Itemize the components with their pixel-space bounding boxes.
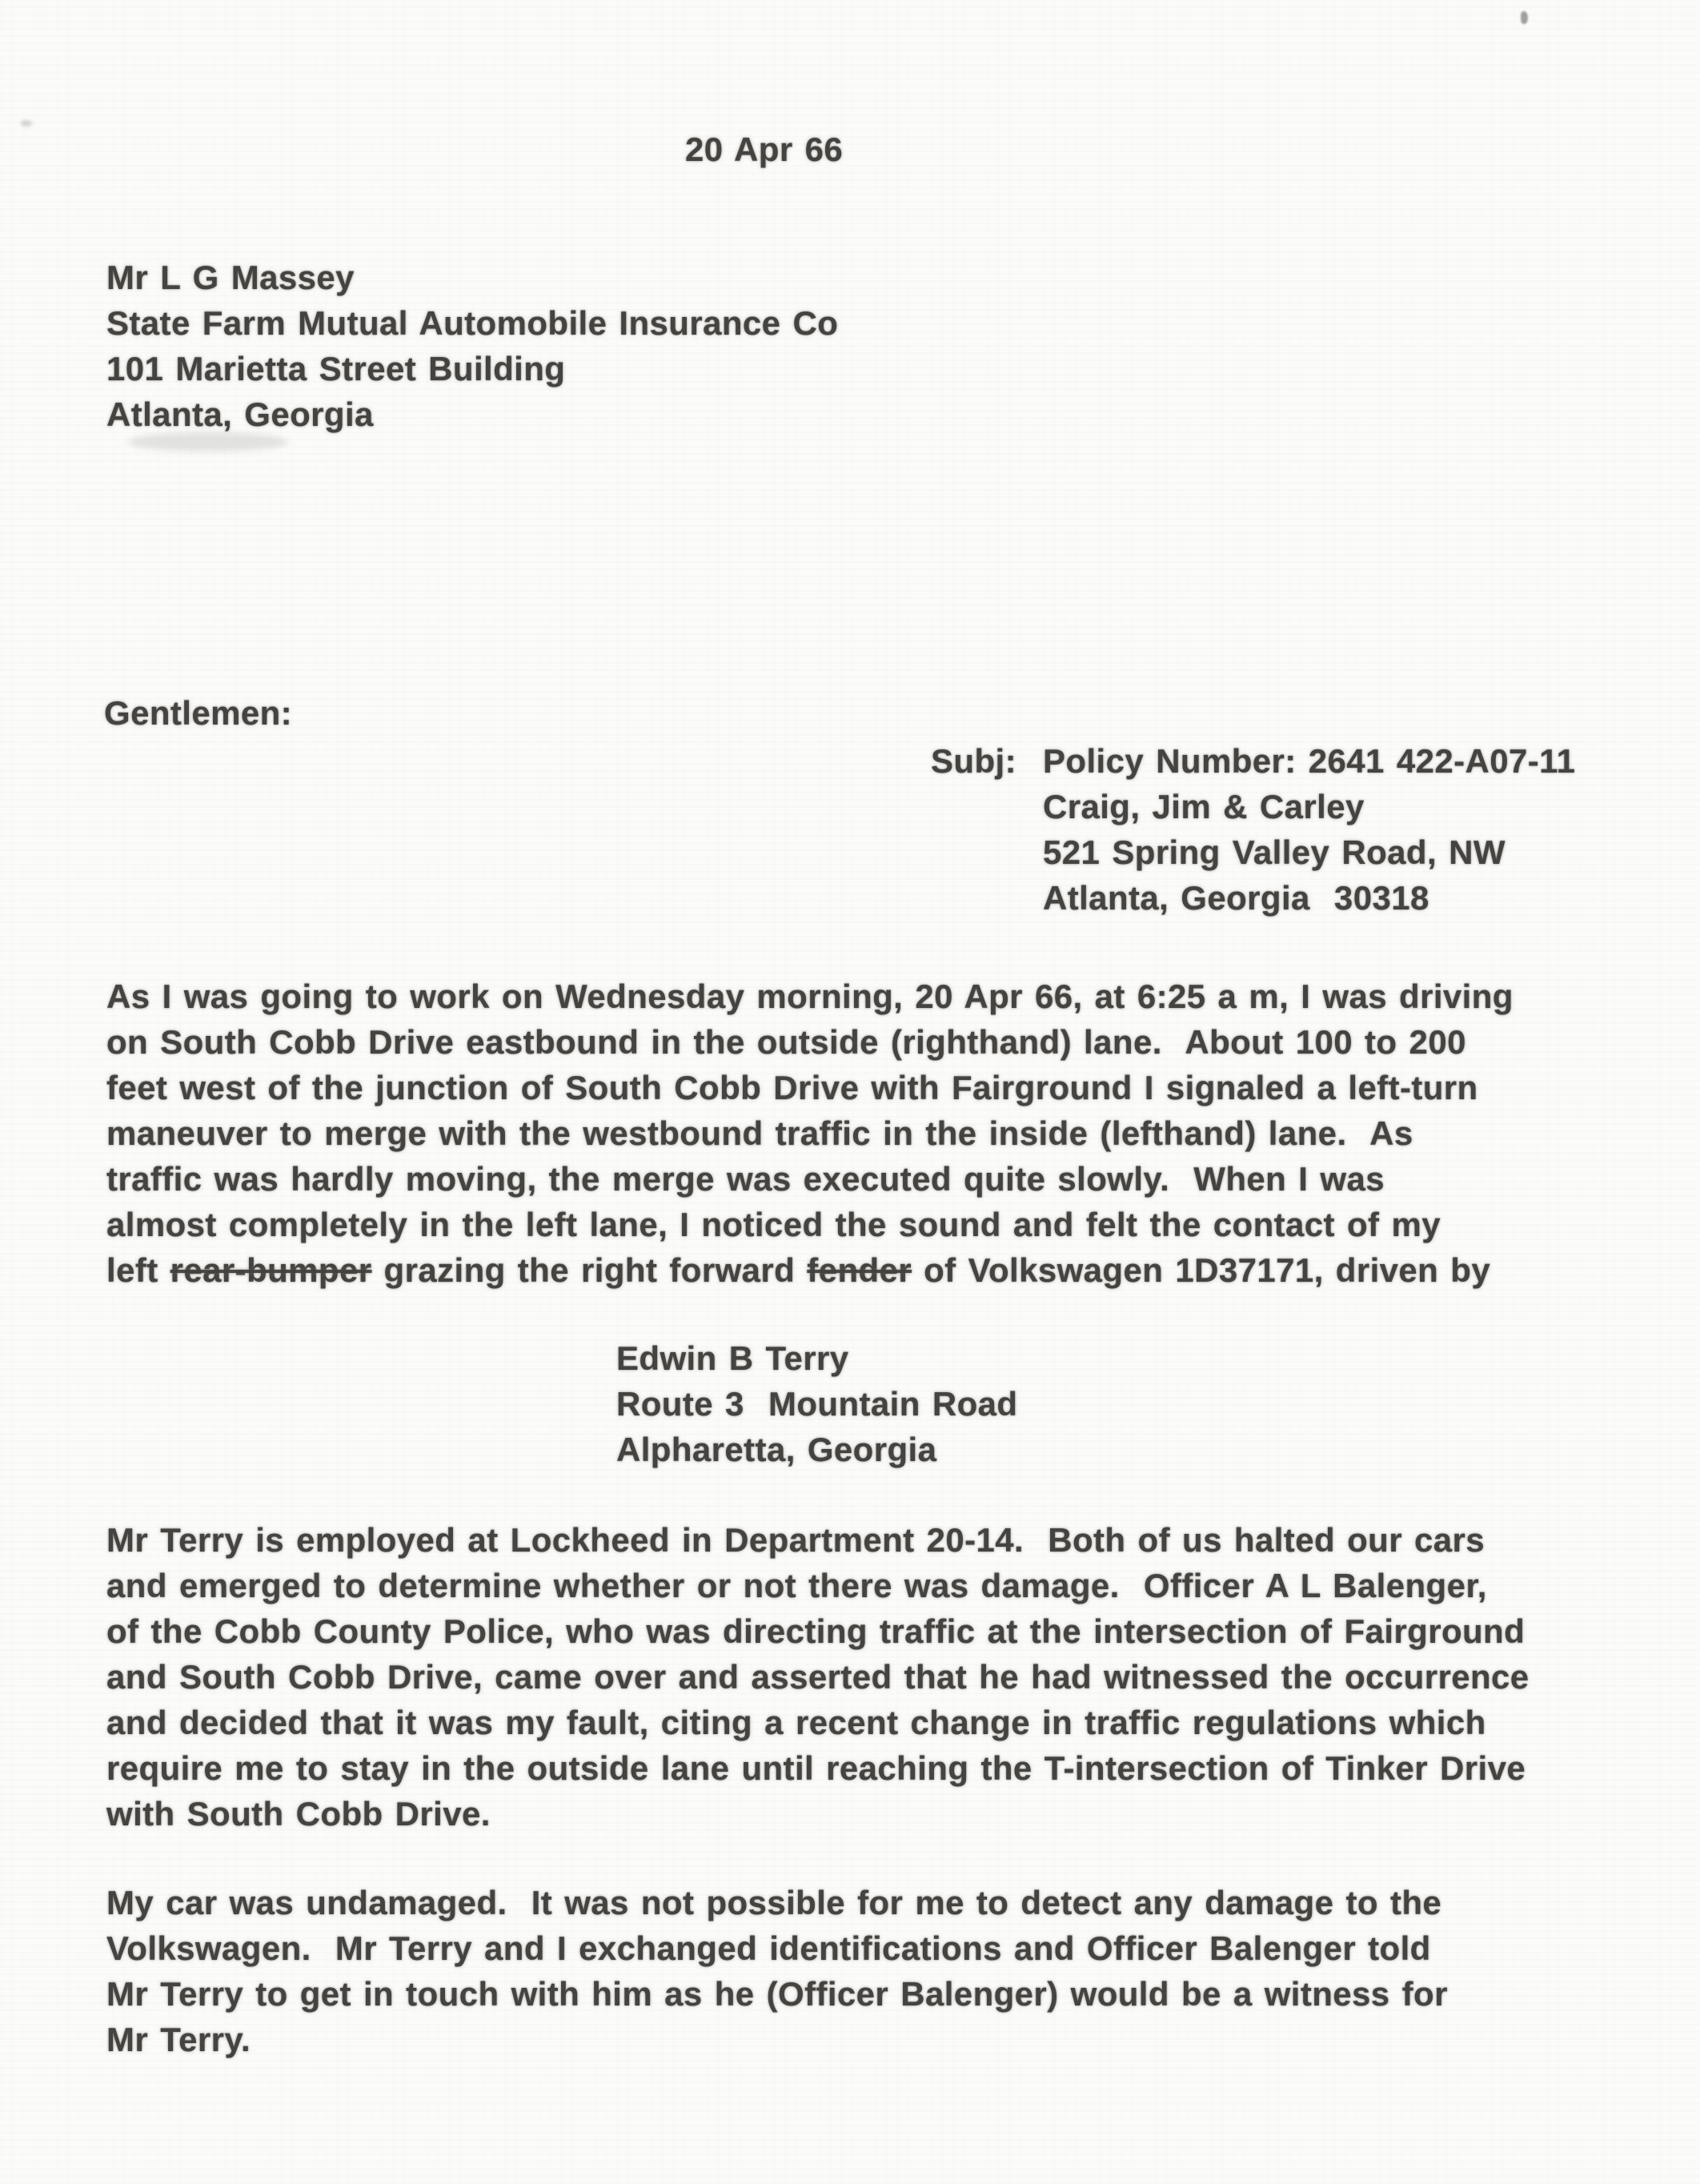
- date-text: 20 Apr 66: [685, 130, 844, 168]
- subject-street: 521 Spring Valley Road, NW: [1043, 833, 1506, 871]
- text-segment: grazing the right forward: [371, 1251, 808, 1289]
- recipient-address: [106, 255, 838, 437]
- paragraph-line: traffic was hardly moving, the merge was executed quite slowly. When I was: [106, 1160, 1385, 1198]
- struck-text: fender: [807, 1251, 912, 1289]
- subject-label: Subj:: [931, 742, 1016, 780]
- salutation-text: Gentlemen:: [104, 694, 293, 732]
- other-driver-name: Edwin B Terry: [616, 1339, 849, 1377]
- subject-insured-names: Craig, Jim & Carley: [1043, 788, 1365, 825]
- paragraph-line: Mr Terry.: [106, 2021, 251, 2058]
- other-driver-city: Alpharetta, Georgia: [616, 1431, 937, 1468]
- paragraph-line: Volkswagen. Mr Terry and I exchanged identifications and Officer Balenger told: [106, 1929, 1431, 1967]
- body-paragraph-1: [106, 974, 1514, 1293]
- paragraph-line: and emerged to determine whether or not there was damage. Officer A L Balenger,: [106, 1567, 1487, 1604]
- letter-date: [685, 126, 843, 172]
- subject-policy-number: Policy Number: 2641 422-A07-11: [1043, 742, 1576, 780]
- paragraph-line: require me to stay in the outside lane until reaching the T-intersection of Tinker Drive: [106, 1749, 1526, 1787]
- body-paragraph-2: [106, 1517, 1530, 1837]
- subject-block: [931, 738, 1575, 921]
- paragraph-line: on South Cobb Drive eastbound in the outside (righthand) lane. About 100 to 200: [106, 1023, 1466, 1061]
- paragraph-line: almost completely in the left lane, I noticed the sound and felt the contact of my: [106, 1206, 1441, 1243]
- other-driver-address: [616, 1335, 1017, 1472]
- paragraph-line: with South Cobb Drive.: [106, 1795, 491, 1833]
- paragraph-line: Mr Terry to get in touch with him as he (Officer Balenger) would be a witness for: [106, 1975, 1448, 2013]
- paragraph-line: My car was undamaged. It was not possible for me to detect any damage to the: [106, 1884, 1442, 1921]
- text-segment: of Volkswagen 1D37171, driven by: [912, 1251, 1491, 1289]
- recipient-name: Mr L G Massey: [106, 259, 355, 296]
- struck-text: rear-bumper: [170, 1251, 372, 1289]
- other-driver-street: Route 3 Mountain Road: [616, 1385, 1018, 1423]
- paragraph-line: and decided that it was my fault, citing a recent change in traffic regulations which: [106, 1704, 1486, 1741]
- paragraph-line: Mr Terry is employed at Lockheed in Department 20-14. Both of us halted our cars: [106, 1521, 1485, 1559]
- scan-speck: [1521, 11, 1528, 24]
- paragraph-line: feet west of the junction of South Cobb Drive with Fairground I signaled a left-turn: [106, 1069, 1478, 1106]
- salutation: [104, 690, 292, 736]
- paragraph-line: of the Cobb County Police, who was directing traffic at the intersection of Fairground: [106, 1612, 1526, 1650]
- recipient-city: Atlanta, Georgia: [106, 395, 374, 433]
- text-segment: left: [106, 1251, 170, 1289]
- subject-lines: [1043, 738, 1575, 921]
- subject-city-zip: Atlanta, Georgia 30318: [1043, 879, 1429, 917]
- paragraph-line-with-strikeouts: [106, 1247, 1514, 1293]
- paragraph-line: and South Cobb Drive, came over and asserted that he had witnessed the occurrence: [106, 1658, 1530, 1696]
- scan-speck: [21, 120, 32, 126]
- paragraph-line: As I was going to work on Wednesday morning, 20 Apr 66, at 6:25 a m, I was driving: [106, 978, 1514, 1015]
- body-paragraph-3: [106, 1880, 1448, 2062]
- recipient-company: State Farm Mutual Automobile Insurance Co: [106, 304, 839, 342]
- recipient-street: 101 Marietta Street Building: [106, 350, 566, 387]
- paragraph-line: maneuver to merge with the westbound traffic in the inside (lefthand) lane. As: [106, 1114, 1413, 1152]
